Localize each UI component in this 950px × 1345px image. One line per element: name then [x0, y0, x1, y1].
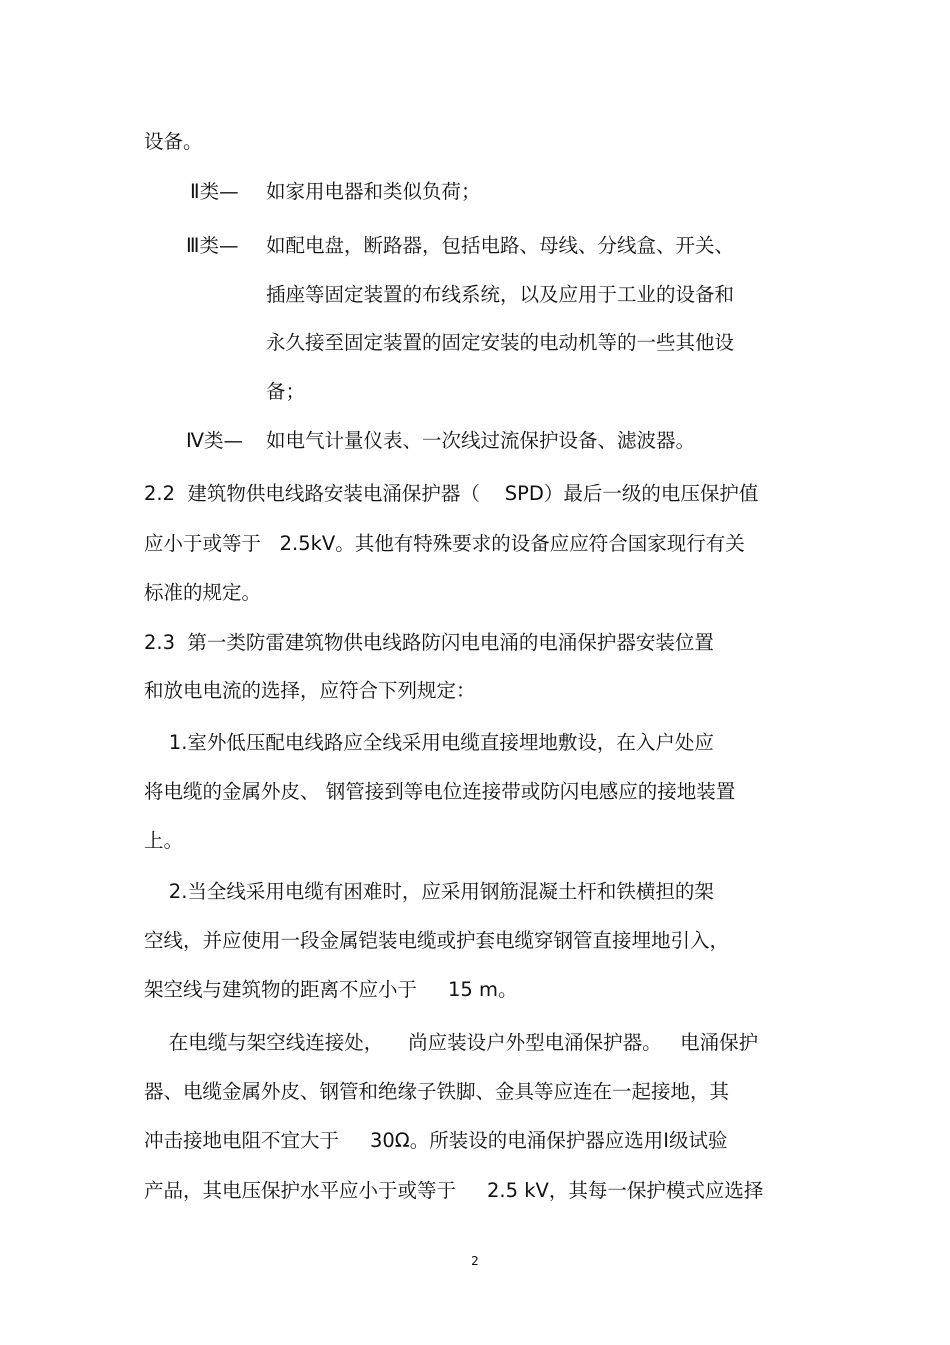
- class-label: Ⅳ类—: [186, 429, 243, 452]
- page-number: 2: [471, 1254, 479, 1268]
- body-line: 设备。: [144, 130, 203, 153]
- paragraph-line: 在电缆与架空线连接处， 尚应装设户外型电涌保护器。 电涌保护: [144, 1031, 759, 1054]
- class-text: 插座等固定装置的布线系统，以及应用于工业的设备和: [266, 283, 735, 306]
- body-line: 将电缆的金属外皮、 钢管接到等电位连接带或防闪电感应的接地装置: [144, 780, 736, 803]
- item-2-line: 2.当全线采用电缆有困难时，应采用钢筋混凝土杆和铁横担的架: [144, 880, 714, 903]
- item-1-line: 1.室外低压配电线路应全线采用电缆直接埋地敷设，在入户处应: [144, 731, 714, 754]
- body-line: 架空线与建筑物的距离不应小于 15 m。: [144, 978, 518, 1001]
- body-line: 产品，其电压保护水平应小于或等于 2.5 kV，其每一保护模式应选择: [144, 1179, 764, 1202]
- body-line: 器、电缆金属外皮、钢管和绝缘子铁脚、金具等应连在一起接地，其: [144, 1080, 730, 1103]
- class-text: 如电气计量仪表、一次线过流保护设备、滤波器。: [266, 429, 696, 452]
- class-text: 如配电盘，断路器，包括电路、母线、分线盒、开关、: [266, 234, 735, 257]
- class-text: 备；: [266, 380, 306, 403]
- body-line: 应小于或等于 2.5kV。其他有特殊要求的设备应应符合国家现行有关: [144, 532, 745, 555]
- class-label: Ⅲ类—: [186, 234, 239, 257]
- body-line: 上。: [144, 829, 184, 852]
- body-line: 冲击接地电阻不宜大于 30Ω。所装设的电涌保护器应选用Ⅰ级试验: [144, 1129, 728, 1152]
- body-line: 和放电电流的选择，应符合下列规定：: [144, 679, 476, 702]
- class-text: 如家用电器和类似负荷；: [266, 180, 481, 203]
- body-line: 空线，并应使用一段金属铠装电缆或护套电缆穿钢管直接埋地引入，: [144, 929, 730, 952]
- class-text: 永久接至固定装置的固定安装的电动机等的一些其他设: [266, 331, 735, 354]
- body-line: 标准的规定。: [144, 581, 262, 604]
- section-2-3-line: 2.3 第一类防雷建筑物供电线路防闪电电涌的电涌保护器安装位置: [144, 631, 714, 654]
- class-label: Ⅱ类—: [190, 180, 239, 203]
- section-2-2-line: 2.2 建筑物供电线路安装电涌保护器（ SPD）最后一级的电压保护值: [144, 482, 759, 505]
